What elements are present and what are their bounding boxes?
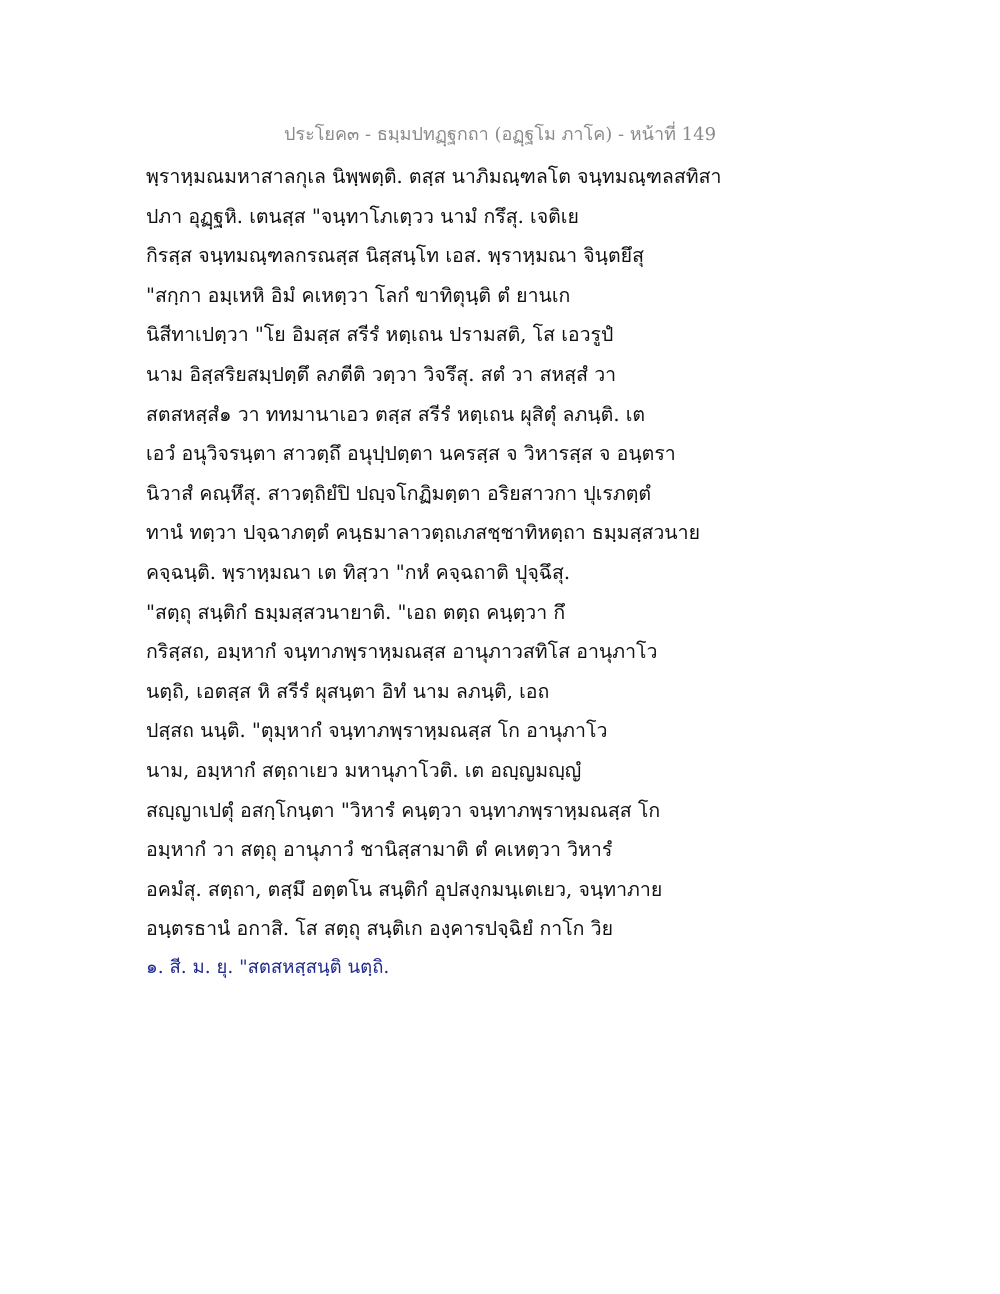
text-line: นตฺถิ, เอตสฺส หิ สรีรํ ผุสนฺตา อิทํ นาม ลภนฺติ, เอถ <box>146 679 550 703</box>
text-line: เอวํ อนุวิจรนฺตา สาวตฺถึ อนุปฺปตฺตา นครสฺส จ วิหารสฺส จ อนฺตรา <box>146 442 676 466</box>
text-line: "สตฺถุ สนฺติกํ ธมฺมสฺสวนายาติ. "เอถ ตตฺถ คนฺตฺวา กึ <box>146 600 566 624</box>
body-text <box>146 157 766 949</box>
text-line: อนฺตรธานํ อกาสิ. โส สตฺถุ สนฺติเก องฺคารปจฺฉิยํ กาโก วิย <box>146 917 614 941</box>
text-line: นาม, อมฺหากํ สตฺถาเยว มหานุภาโวติ. เต อญฺญมญฺญํ <box>146 758 582 782</box>
text-line: อคมํสุ. สตฺถา, ตสฺมึ อตฺตโน สนฺติกํ อุปสงฺกมนฺเตเยว, จนฺทาภาย <box>146 877 663 901</box>
text-line: นิวาสํ คณฺหึสุ. สาวตฺถิยํปิ ปญฺจโกฏิมตฺตา อริยสาวกา ปุเรภตฺตํ <box>146 481 652 505</box>
text-line: สตสหสฺสํ๑ วา ททมานาเอว ตสฺส สรีรํ หตฺเถน ผุสิตุํ ลภนฺติ. เต <box>146 402 646 426</box>
text-line: พฺราหฺมณมหาสาลกุเล นิพฺพตฺติ. ตสฺส นาภิมณฺฑลโต จนฺทมณฺฑลสทิสา <box>146 165 722 188</box>
text-line: สญฺญาเปตุํ อสกฺโกนฺตา "วิหารํ คนฺตฺวา จนฺทาภพฺราหฺมณสฺส โก <box>146 798 661 822</box>
text-line: กริสฺสถ, อมฺหากํ จนฺทาภพฺราหฺมณสฺส อานุภาวสทิโส อานุภาโว <box>146 640 658 664</box>
text-line: ปสฺสถ นนฺติ. "ตุมฺหากํ จนฺทาภพฺราหฺมณสฺส โก อานุภาโว <box>146 719 608 743</box>
text-line: ปภา อุฏฺฐหิ. เตนสฺส "จนฺทาโภเตฺวว นามํ กรึสุ. เจติเย <box>146 204 579 228</box>
text-line: นาม อิสฺสริยสมฺปตฺตึ ลภตีติ วตฺวา วิจรึสุ. สตํ วา สหสฺสํ วา <box>146 362 617 386</box>
text-line: คจฺฉนฺติ. พฺราหฺมณา เต ทิสฺวา "กหํ คจฺฉถาติ ปุจฺฉึสุ. <box>146 560 571 584</box>
text-line: ทานํ ทตฺวา ปจฺฉาภตฺตํ คนฺธมาลาวตฺถเภสชฺชาทิหตฺถา ธมฺมสฺสวนาย <box>146 521 700 545</box>
footnote: ๑. สี. ม. ยุ. "สตสหสฺสนฺติ นตฺถิ. <box>146 957 390 978</box>
running-header: ประโยค๓ - ธมฺมปทฏฺฐกถา (อฏฺฐโม ภาโค) - หน้าที่ 149 <box>283 124 717 145</box>
text-line: "สกฺกา อมฺเหหิ อิมํ คเหตฺวา โลกํ ขาทิตุนฺติ ตํ ยานเก <box>146 283 571 307</box>
text-line: อมฺหากํ วา สตฺถุ อานุภาวํ ชานิสฺสามาติ ตํ คเหตฺวา วิหารํ <box>146 838 613 862</box>
text-line: นิสีทาเปตฺวา "โย อิมสฺส สรีรํ หตฺเถน ปรามสติ, โส เอวรูปํ <box>146 323 614 347</box>
text-line: กิรสฺส จนฺทมณฺฑลกรณสฺส นิสฺสนฺโท เอส. พฺราหฺมณา จินฺตยึสุ <box>146 244 644 268</box>
